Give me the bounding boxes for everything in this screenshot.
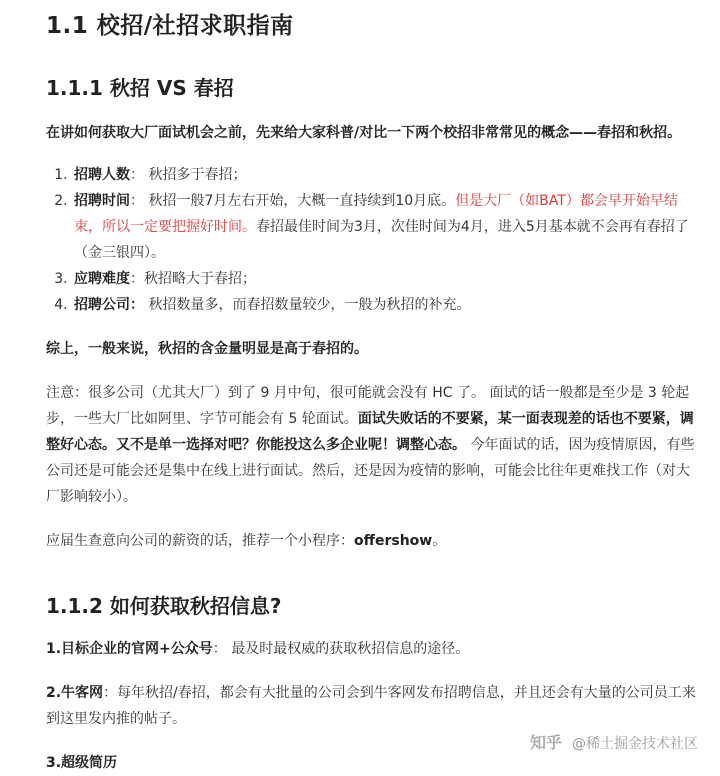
source-official-site: 1.目标企业的官网+公众号： 最及时最权威的获取秋招信息的途径。	[46, 641, 470, 657]
intro-text: 在讲如何获取大厂面试机会之前，先来给大家科普/对比一下两个校招非常常见的概念——春招和秋招。	[46, 125, 682, 141]
section-heading-autumn-vs-spring: 1.1.1 秋招 VS 春招	[46, 76, 234, 100]
zhihu-logo: 知乎	[529, 733, 562, 752]
page-title: 1.1 校招/社招求职指南	[46, 13, 294, 39]
list-item: 3. 应聘难度：秋招略大于春招；	[72, 266, 700, 292]
watermark	[530, 730, 698, 753]
highlight-text: 但是大厂（如BAT）都会早开始早结束，所以一定要把握好时间。	[74, 193, 678, 235]
list-item: 4. 招聘公司： 秋招数量多，而春招数量较少，一般为秋招的补充。	[72, 292, 700, 318]
offershow-paragraph: 应届生查意向公司的薪资的话，推荐一个小程序：offershow。	[46, 533, 447, 549]
section-heading-get-info: 1.1.2 如何获取秋招信息?	[46, 594, 282, 618]
conclusion-paragraph: 综上，一般来说，秋招的含金量明显是高于春招的。	[46, 341, 368, 357]
list-item: 1. 招聘人数： 秋招多于春招；	[72, 162, 700, 188]
watermark-text: @稀土掘金技术社区	[572, 736, 698, 752]
source-nowcoder: 2.牛客网：每年秋招/春招，都会有大批量的公司会到牛客网发布招聘信息，并且还会有大量的公司员工来到这里发内推的帖子。	[46, 685, 696, 727]
list-item: 2. 招聘时间： 秋招一般7月左右开始，大概一直持续到10月底。但是大厂（如BAT）都会早开始早结束，所以一定要把握好时间。春招最佳时间为3月，次佳时间为4月，进入5月基本就不会再有春招了（金三银四）。	[72, 188, 700, 266]
intro-paragraph	[46, 120, 700, 146]
note-paragraph: 注意：很多公司（尤其大厂）到了 9 月中旬，很可能就会没有 HC 了。 面试的话一般都是至少是 3 轮起步，一些大厂比如阿里、字节可能会有 5 轮面试。面试失败话的不要紧，某一面表现差的话也不要紧，调整好心态。又不是单一选择对吧？你能投这么多企业呢！调整心态。 今年面试的话，因为疫情原因，有些公司还是可能会还是集中在线上进行面试。然后，还是因为疫情的影响，可能会比往年更难找工作（对大厂影响较小）。	[46, 385, 695, 505]
source-super-resume: 3.超级简历	[46, 755, 118, 771]
comparison-list	[46, 162, 700, 318]
